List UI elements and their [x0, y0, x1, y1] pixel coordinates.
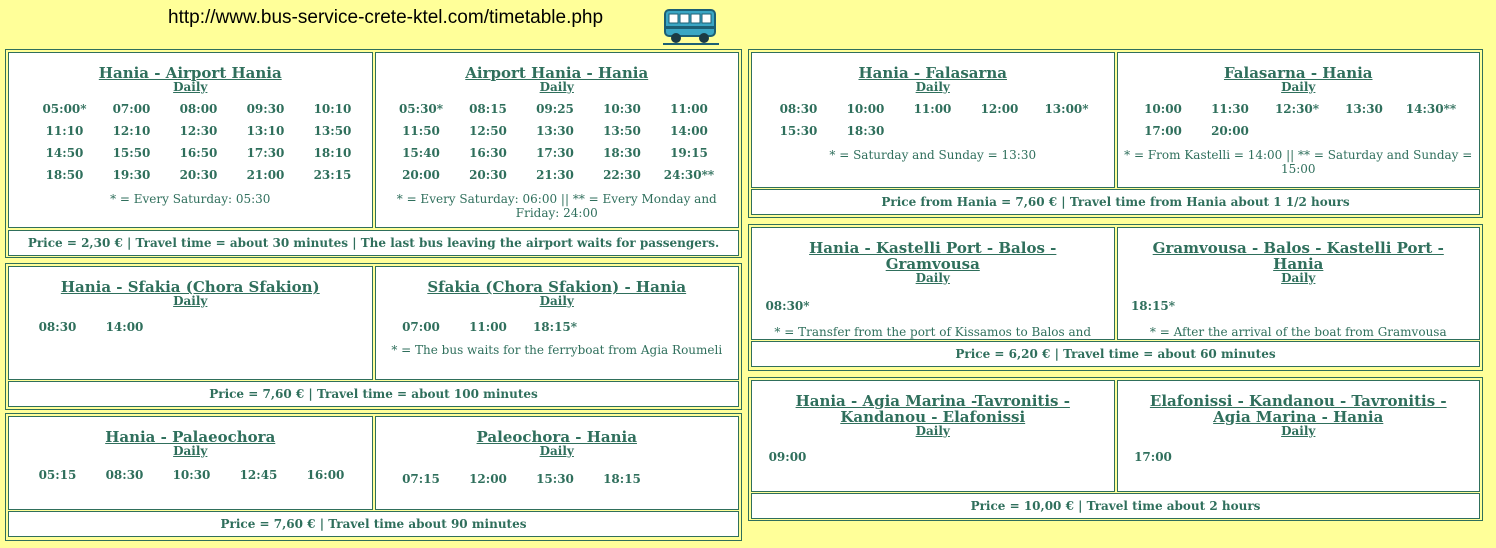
route-title-airport-hania[interactable]: Airport Hania - Hania	[465, 64, 649, 82]
departure-time: 12:50	[469, 124, 507, 138]
route-panel-elafonissi-hania	[1117, 380, 1481, 492]
departure-time: 12:30	[179, 124, 218, 138]
departure-time: 14:00	[105, 320, 144, 334]
route-panel-falasarna-hania	[1117, 52, 1481, 188]
departure-time: 10:00	[1144, 102, 1182, 116]
route-panel-airport-hania	[375, 52, 740, 228]
falasarna-section	[748, 49, 1483, 218]
departure-time: 18:50	[45, 168, 84, 182]
route-daily: Daily	[1281, 424, 1316, 438]
departure-time: 20:00	[1211, 124, 1249, 138]
departure-time: 10:30	[603, 102, 641, 116]
sfakia-section	[5, 263, 742, 410]
departure-time: 11:30	[1211, 102, 1249, 116]
departure-time: 24:30**	[663, 168, 715, 182]
departure-time: 20:00	[402, 168, 440, 182]
departure-time: 15:30	[536, 472, 574, 486]
departure-time: 17:30	[536, 146, 574, 160]
departure-time: 18:30	[603, 146, 641, 160]
page-url: http://www.bus-service-crete-ktel.com/timetable.php	[168, 7, 604, 28]
departure-time: 23:15	[313, 168, 352, 182]
route-daily: Daily	[539, 294, 574, 308]
route-panel-hania-palaeochora	[8, 416, 373, 510]
route-panel-hania-airport	[8, 52, 373, 228]
route-daily: Daily	[915, 271, 950, 285]
price-info: Price = 10,00 € | Travel time about 2 hours	[751, 493, 1480, 519]
route-title-gramvousa-hania[interactable]: Gramvousa - Balos - Kastelli Port - Hania	[1152, 239, 1444, 273]
route-title-hania-palaeochora[interactable]: Hania - Palaeochora	[105, 428, 276, 446]
route-daily: Daily	[1281, 271, 1316, 285]
departure-time: 15:40	[402, 146, 440, 160]
departure-time: 17:00	[1144, 124, 1182, 138]
route-daily: Daily	[173, 444, 208, 458]
route-title-hania-gramvousa[interactable]: Hania - Kastelli Port - Balos - Gramvousa	[809, 239, 1057, 273]
departure-time: 13:30	[1345, 102, 1383, 116]
route-daily: Daily	[915, 80, 950, 94]
route-note: * = After the arrival of the boat from Gramvousa	[1149, 325, 1447, 339]
departure-time: 07:00	[402, 320, 440, 334]
bus-icon	[662, 4, 720, 46]
route-note: * = Transfer from the port of Kissamos to Balos and	[774, 325, 1092, 339]
route-title-paleochora-hania[interactable]: Paleochora - Hania	[476, 428, 637, 446]
departure-time: 12:00	[469, 472, 507, 486]
departure-time: 18:15	[603, 472, 641, 486]
route-daily: Daily	[173, 80, 208, 94]
departure-time: 16:50	[179, 146, 218, 160]
route-note: * = Saturday and Sunday = 13:30	[829, 148, 1037, 162]
route-title-elafonissi-hania[interactable]: Elafonissi - Kandanou - Tavronitis - Agia Marina - Hania	[1149, 392, 1447, 426]
elafonissi-section	[748, 377, 1483, 521]
departure-time: 08:00	[179, 102, 218, 116]
departure-time: 09:25	[536, 102, 574, 116]
departure-time: 18:10	[313, 146, 352, 160]
route-title-hania-falasarna[interactable]: Hania - Falasarna	[858, 64, 1008, 82]
departure-time: 15:30	[779, 124, 818, 138]
departure-time: 14:30**	[1405, 102, 1457, 116]
price-info: Price = 2,30 € | Travel time = about 30 minutes | The last bus leaving the airport waits for passengers.	[8, 230, 739, 256]
paleochora-section	[5, 413, 742, 541]
departure-time: 14:50	[45, 146, 84, 160]
route-note: * = Every Saturday: 05:30	[110, 192, 271, 206]
departure-time: 16:00	[306, 468, 345, 482]
route-title-hania-sfakia[interactable]: Hania - Sfakia (Chora Sfakion)	[60, 278, 320, 296]
departure-time: 18:30	[846, 124, 885, 138]
route-daily: Daily	[539, 444, 574, 458]
departure-time: 13:50	[603, 124, 641, 138]
departure-time: 13:30	[536, 124, 574, 138]
departure-time: 13:10	[246, 124, 285, 138]
route-note: * = From Kastelli = 14:00 || ** = Saturday and Sunday = 15:00	[1124, 148, 1473, 176]
departure-time: 08:15	[469, 102, 507, 116]
departure-time: 21:30	[536, 168, 574, 182]
route-title-hania-elafonissi[interactable]: Hania - Agia Marina -Tavronitis - Kandanou - Elafonissi	[795, 392, 1070, 426]
departure-time: 11:00	[670, 102, 708, 116]
departure-time: 21:00	[246, 168, 285, 182]
departure-time: 08:30*	[765, 299, 810, 313]
departure-time: 19:15	[670, 146, 708, 160]
route-panel-hania-falasarna	[751, 52, 1115, 188]
departure-time: 07:00	[112, 102, 151, 116]
departure-time: 14:00	[670, 124, 708, 138]
departure-time: 08:30	[779, 102, 818, 116]
departure-time: 18:15*	[1130, 299, 1176, 313]
departure-time: 08:30	[38, 320, 77, 334]
departure-time: 05:00*	[42, 102, 87, 116]
departure-time: 11:00	[469, 320, 507, 334]
departure-time: 12:10	[112, 124, 151, 138]
departure-time: 11:10	[45, 124, 84, 138]
departure-time: 17:30	[246, 146, 285, 160]
departure-time: 15:50	[112, 146, 151, 160]
departure-time: 12:00	[980, 102, 1019, 116]
departure-time: 16:30	[469, 146, 507, 160]
departure-time: 10:30	[172, 468, 211, 482]
departure-time: 11:50	[402, 124, 440, 138]
route-daily: Daily	[1281, 80, 1316, 94]
route-note: * = Every Saturday: 06:00 || ** = Every Monday and Friday: 24:00	[396, 192, 717, 220]
departure-time: 17:00	[1134, 450, 1172, 464]
route-daily: Daily	[915, 424, 950, 438]
departure-time: 09:30	[246, 102, 285, 116]
route-title-hania-airport[interactable]: Hania - Airport Hania	[98, 64, 282, 82]
route-title-sfakia-hania[interactable]: Sfakia (Chora Sfakion) - Hania	[427, 278, 687, 296]
route-panel-hania-gramvousa	[751, 227, 1115, 340]
departure-time: 13:50	[313, 124, 352, 138]
departure-time: 10:00	[846, 102, 885, 116]
price-info: Price = 7,60 € | Travel time = about 100 minutes	[8, 381, 739, 407]
departure-time: 10:10	[313, 102, 352, 116]
price-info: Price = 7,60 € | Travel time about 90 minutes	[8, 511, 739, 537]
departure-time: 19:30	[112, 168, 151, 182]
departure-time: 08:30	[105, 468, 144, 482]
departure-time: 20:30	[179, 168, 218, 182]
route-daily: Daily	[173, 294, 208, 308]
departure-time: 09:00	[768, 450, 807, 464]
route-daily: Daily	[539, 80, 574, 94]
departure-time: 05:30*	[398, 102, 444, 116]
departure-time: 12:30*	[1274, 102, 1320, 116]
departure-time: 22:30	[603, 168, 641, 182]
departure-time: 13:00*	[1044, 102, 1089, 116]
route-panel-hania-sfakia	[8, 266, 373, 380]
departure-time: 12:45	[239, 468, 278, 482]
departure-time: 11:00	[913, 102, 952, 116]
price-info: Price from Hania = 7,60 € | Travel time from Hania about 1 1/2 hours	[751, 189, 1480, 215]
route-panel-hania-elafonissi	[751, 380, 1115, 492]
route-panel-sfakia-hania	[375, 266, 740, 380]
departure-time: 07:15	[402, 472, 440, 486]
departure-time: 18:15*	[532, 320, 578, 334]
airport-section	[5, 49, 742, 258]
route-note: * = The bus waits for the ferryboat from Agia Roumeli	[391, 343, 723, 357]
route-panel-gramvousa-hania	[1117, 227, 1481, 340]
gramvousa-section	[748, 224, 1483, 371]
departure-time: 20:30	[469, 168, 507, 182]
route-panel-paleochora-hania	[375, 416, 740, 510]
route-title-falasarna-hania[interactable]: Falasarna - Hania	[1223, 64, 1373, 82]
departure-time: 05:15	[38, 468, 77, 482]
price-info: Price = 6,20 € | Travel time = about 60 minutes	[751, 341, 1480, 367]
